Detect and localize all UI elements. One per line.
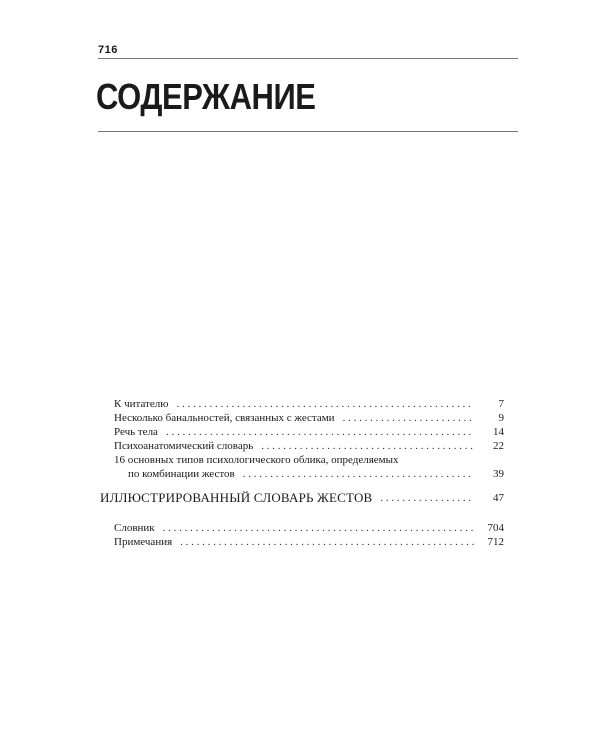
toc-entry-title-line2: по комбинации жестов [128,468,235,480]
top-rule [98,58,518,59]
toc-entry-page: 39 [493,468,504,480]
toc-leader-dots [176,397,474,411]
toc-entry-title: Словник [114,522,155,534]
title-rule [98,131,518,132]
toc-leader-dots [261,439,474,453]
toc-entry[interactable] [98,425,518,439]
toc-entry-page: 14 [493,426,504,438]
toc-leader-dots [243,467,474,481]
toc-group-intro [98,397,518,481]
toc-group-appendix [98,521,518,549]
toc-entry[interactable] [98,535,518,549]
toc-entry[interactable] [98,521,518,535]
toc-entry-page: 7 [498,398,504,410]
toc-leader-dots [380,489,474,507]
toc-entry-title: Примечания [114,536,173,548]
toc-entry-title-line1: 16 основных типов психологического облика, определяемых [114,454,399,466]
toc-entry-page: 9 [498,412,504,424]
toc-entry-row2 [98,467,518,481]
toc-entry-title: Речь тела [114,426,158,438]
toc-leader-dots [166,425,474,439]
toc-leader-dots [343,411,474,425]
toc-entry-title: Несколько банальностей, связанных с жестами [114,412,335,424]
toc-entry-page: 704 [487,522,504,534]
toc-entry-title: К читателю [114,398,169,410]
toc-major-page: 47 [493,492,504,504]
toc-entry-multiline[interactable] [98,453,518,481]
toc-entry-page: 712 [487,536,504,548]
toc-leader-dots [163,521,474,535]
toc-entry[interactable] [98,397,518,411]
toc-entry[interactable] [98,439,518,453]
toc-entry-page: 22 [493,440,504,452]
toc-major-entry[interactable] [98,489,518,507]
toc-leader-dots [180,535,474,549]
page-number: 716 [98,44,118,56]
toc-entry[interactable] [98,411,518,425]
toc-major-title: ИЛЛЮСТРИРОВАННЫЙ СЛОВАРЬ ЖЕСТОВ [100,490,373,505]
page-title: СОДЕРЖАНИЕ [96,76,316,117]
toc-entry-title: Психоанатомический словарь [114,440,254,452]
table-of-contents [98,397,518,549]
